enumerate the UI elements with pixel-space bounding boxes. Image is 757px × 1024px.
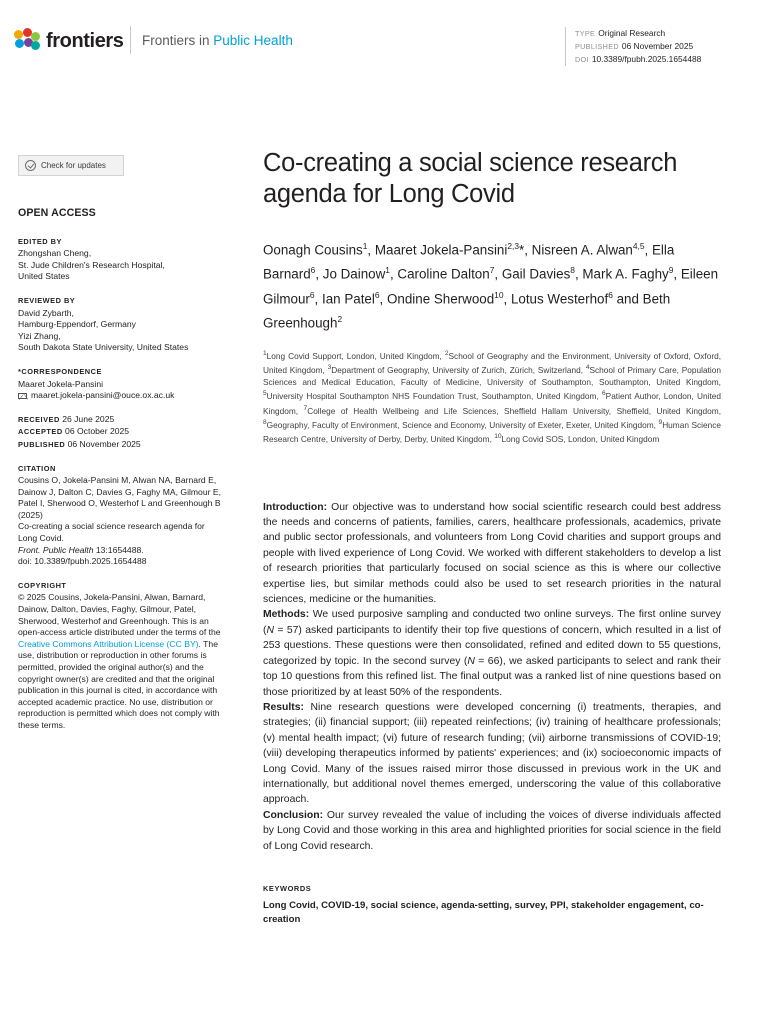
reviewed-by-label: REVIEWED BY: [18, 295, 76, 305]
meta-label-published: PUBLISHED: [575, 42, 619, 51]
received-value: 26 June 2025: [62, 413, 115, 424]
author-list: Oonagh Cousins$^1$, Maaret Jokela-Pansini$^{2,3}$*, Nisreen A. Alwan$^{4,5}$, Ella Barnard$^6$, Jo Dainow$^1$, Caroline Dalton$^7$, Gail Davies$^8$, Mark A. Faghy$^9$, Eileen Gilmour$^6$, Ian Patel$^6$, Ondine Sherwood$^{10}$, Lotus Westerhof$^6$ and Beth Greenhough$^2$: [263, 241, 719, 331]
edited-by-value: Zhongshan Cheng, St. Jude Children's Research Hospital, United States: [18, 248, 165, 282]
citation-locator: 13:1654488.: [95, 544, 144, 555]
correspondence-section: [18, 366, 223, 402]
copyright-part-2: . The use, distribution or reproduction in other forums is permitted, provided the original author(s) and the copyright owner(s) are credited and that the original publication in this journal is cited, in accordance with accepted academic practice. No use, distribution or reproduction is permitted which does not comply with these terms.: [18, 638, 220, 730]
meta-label-doi: DOI: [575, 55, 589, 64]
copyright-label: COPYRIGHT: [18, 580, 67, 590]
received-label: RECEIVED: [18, 414, 60, 424]
meta-value-type: Original Research: [598, 28, 666, 38]
frontiers-wordmark: frontiers: [46, 29, 124, 52]
keywords-section: [263, 884, 721, 927]
published-value: 06 November 2025: [67, 438, 141, 449]
keywords-label: KEYWORDS: [263, 883, 312, 893]
reviewed-by-value: David Zybarth, Hamburg-Eppendorf, Germany Yizi Zhang, South Dakota State University, United States: [18, 307, 189, 353]
citation-label: CITATION: [18, 463, 56, 473]
frontiers-logo[interactable]: [14, 28, 124, 54]
keywords-value: Long Covid, COVID-19, social science, agenda-setting, survey, PPI, stakeholder engagement, co-creation: [263, 899, 704, 925]
correspondence-email-row[interactable]: [18, 390, 223, 402]
meta-row-doi[interactable]: [575, 53, 701, 66]
accepted-row: [18, 426, 223, 438]
copyright-text: [18, 592, 223, 731]
article-meta: [565, 27, 701, 66]
article-main: [263, 148, 721, 927]
correspondence-name: Maaret Jokela-Pansini: [18, 378, 104, 389]
published-row: [18, 439, 223, 451]
header-divider: [130, 26, 131, 54]
citation-journal-line: [18, 545, 223, 557]
citation-authors: Cousins O, Jokela-Pansini M, Alwan NA, Barnard E, Dainow J, Dalton C, Davies G, Faghy MA, Gilmour E, Patel I, Sherwood O, Westerhof L and Greenhough B (2025): [18, 475, 221, 520]
meta-value-doi: 10.3389/fpubh.2025.1654488: [591, 54, 702, 64]
meta-value-published: 06 November 2025: [621, 41, 694, 51]
edited-by-section: [18, 236, 223, 283]
published-label: PUBLISHED: [18, 439, 66, 449]
page-header: [0, 0, 757, 82]
check-for-updates-label: Check for updates: [41, 160, 106, 170]
article-sidebar: [18, 155, 223, 744]
journal-title: Public Health: [213, 33, 293, 48]
edited-by-label: EDITED BY: [18, 236, 62, 246]
open-access-badge: OPEN ACCESS: [18, 207, 96, 219]
copyright-part-1: © 2025 Cousins, Jokela-Pansini, Alwan, Barnard, Dainow, Dalton, Davies, Faghy, Gilmour, Patel, Sherwood, Westerhof and Greenhough. This is an open-access article distributed under the terms of the: [18, 592, 221, 638]
meta-label-type: TYPE: [575, 29, 596, 38]
envelope-icon: [18, 393, 27, 400]
license-link[interactable]: Creative Commons Attribution License (CC BY): [18, 638, 199, 649]
journal-prefix: Frontiers in: [142, 33, 214, 48]
citation-doi[interactable]: doi: 10.3389/fpubh.2025.1654488: [18, 556, 147, 567]
meta-row-type: [575, 27, 701, 40]
affiliation-list: $^1$Long Covid Support, London, United Kingdom, $^2$School of Geography and the Environment, University of Oxford, Oxford, United Kingdom, $^3$Department of Geography, University of Zurich, Zürich, Switzerland, $^4$School of Primary Care, Population Sciences and Medical Education, Faculty of Medicine, University of Southampton, Southampton, United Kingdom, $^5$University Hospital Southampton NHS Foundation Trust, Southampton, United Kingdom, $^6$Patient Author, London, United Kingdom, $^7$College of Health Wellbeing and Life Sciences, Sheffield Hallam University, Sheffield, United Kingdom, $^8$Geography, Faculty of Environment, Science and Economy, University of Exeter, Exeter, United Kingdom, $^9$Human Science Research Centre, University of Derby, Derby, United Kingdom, $^{10}$Long Covid SOS, London, United Kingdom: [263, 349, 722, 445]
accepted-value: 06 October 2025: [65, 426, 130, 437]
citation-section: [18, 463, 223, 568]
journal-name[interactable]: [142, 33, 293, 48]
citation-journal: Front. Public Health: [18, 544, 94, 555]
reviewed-by-section: [18, 295, 223, 354]
correspondence-label: *CORRESPONDENCE: [18, 366, 102, 376]
correspondence-email: maaret.jokela-pansini@ouce.ox.ac.uk: [31, 390, 175, 401]
accepted-label: ACCEPTED: [18, 427, 63, 437]
copyright-section: [18, 580, 223, 732]
frontiers-dots-icon: [14, 28, 40, 54]
meta-row-published: [575, 40, 701, 53]
check-circle-icon: [25, 160, 36, 171]
received-row: [18, 414, 223, 426]
abstract: Introduction: Our objective was to understand how social scientific research could best address the needs and concerns of patients, families, carers, healthcare professionals, academics, private and public sector professionals, and volunteers from Long Covid charities and support groups and people with lived experience of Long Covid. We worked with different stakeholders to develop a list of research priorities that particularly focused on social science as this is where our collective expertise lies, but similar methods could also be used to set research priorities in the natural sciences, medicine or the humanities. Methods: We used purposive sampling and conducted two online surveys. The first online survey (N = 57) asked participants to identify their top five questions of concern, which resulted in a list of 253 questions. These questions were then consolidated, refined and edited down to 55 questions, categorized by topic. In the second survey (N = 66), we asked participants to select and rank their top 10 questions from this refined list. The final output was a ranked list of nine questions based on those prioritized by at least 50% of the respondents. Results: Nine research questions were developed concerning (i) treatments, therapies, and strategies; (ii) financial support; (iii) repeated reinfections; (iv) training of healthcare professionals; (v) mental health impact; (vi) future of research funding; (vii) airborne transmissions of COVID-19; (viii) developing therapeutics informed by patients' experiences; and (ix) socioeconomic impacts of Long Covid. Many of the issues raised mirror those discussed in previous work in the UK and internationally, but additional novel themes emerged, underscoring the value of this collaborative approach. Conclusion: Our survey revealed the value of including the voices of diverse individuals affected by Long Covid and those working in this area and highlighted priorities for social science in the field of Long Covid research.: [263, 501, 721, 852]
citation-title: Co-creating a social science research agenda for Long Covid.: [18, 521, 205, 544]
dates-section: [18, 414, 223, 451]
page-title: Co-creating a social science research agenda for Long Covid: [263, 149, 678, 208]
check-for-updates-button[interactable]: [18, 155, 124, 176]
